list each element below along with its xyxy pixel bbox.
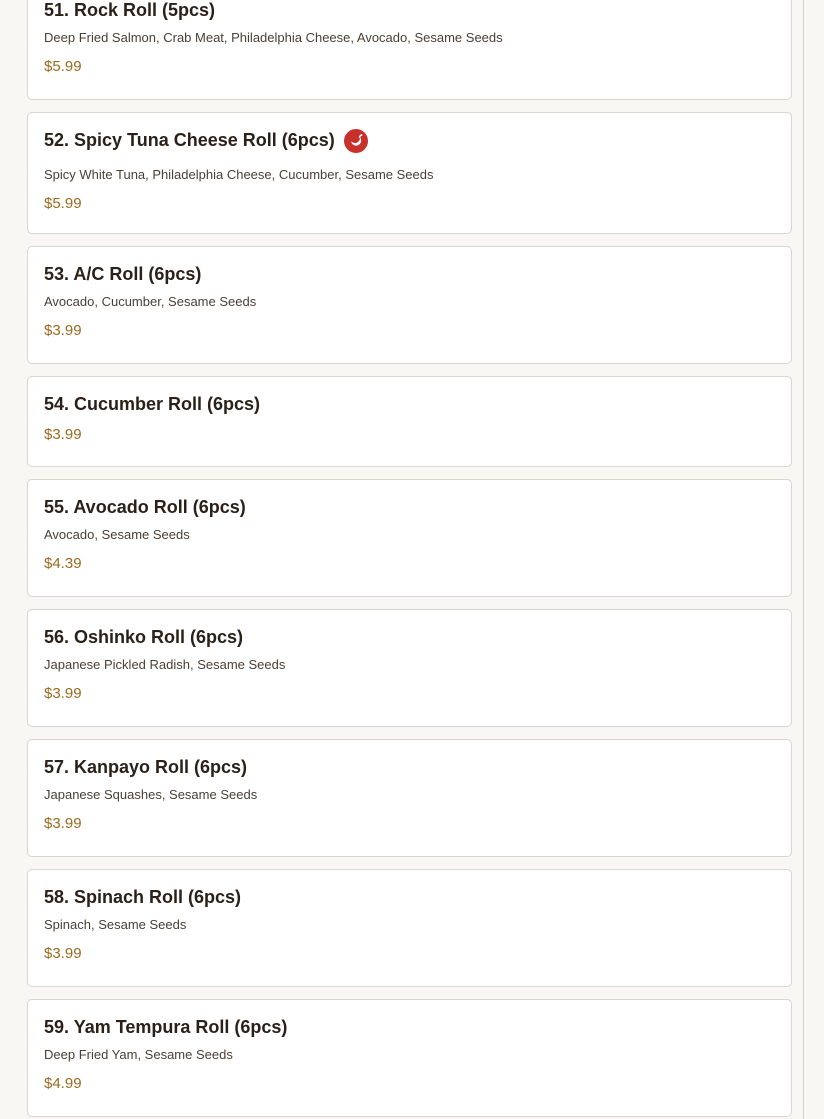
menu-item-price: $5.99: [44, 195, 82, 212]
menu-item-card[interactable]: [27, 112, 792, 234]
menu-item-price: $3.99: [44, 945, 82, 962]
menu-item-price: $3.99: [44, 815, 82, 832]
menu-item-card[interactable]: [27, 0, 792, 100]
menu-item-title: 58. Spinach Roll (6pcs): [44, 886, 242, 907]
menu-item-title: 59. Yam Tempura Roll (6pcs): [44, 1016, 288, 1037]
menu-item-card[interactable]: [27, 739, 792, 857]
menu-item-title-row: [44, 127, 775, 153]
spicy-pepper-icon: [344, 129, 368, 153]
menu-item-price: $3.99: [44, 426, 82, 443]
menu-item-description: Japanese Pickled Radish, Sesame Seeds: [44, 657, 286, 672]
menu-item-price: $4.39: [44, 555, 82, 572]
menu-item-title-row: [44, 261, 775, 287]
menu-item-card[interactable]: [27, 869, 792, 987]
menu-item-title: 55. Avocado Roll (6pcs): [44, 496, 246, 517]
menu-item-price: $3.99: [44, 685, 82, 702]
menu-item-description: Avocado, Cucumber, Sesame Seeds: [44, 294, 257, 309]
menu-item-title-row: [44, 884, 775, 910]
menu-item-title-row: [44, 0, 775, 23]
menu-item-description: Spicy White Tuna, Philadelphia Cheese, Cucumber, Sesame Seeds: [44, 167, 434, 182]
menu-item-list: [27, 0, 792, 1119]
menu-item-price: $4.99: [44, 1075, 82, 1092]
menu-item-card[interactable]: [27, 479, 792, 597]
menu-item-title-row: [44, 391, 775, 417]
menu-item-title: 54. Cucumber Roll (6pcs): [44, 393, 261, 414]
menu-item-title-row: [44, 624, 775, 650]
menu-item-description: Japanese Squashes, Sesame Seeds: [44, 787, 258, 802]
menu-item-title-row: [44, 1014, 775, 1040]
menu-item-description: Spinach, Sesame Seeds: [44, 917, 187, 932]
menu-item-card[interactable]: [27, 246, 792, 364]
menu-item-card[interactable]: [27, 609, 792, 727]
menu-item-title: 56. Oshinko Roll (6pcs): [44, 626, 244, 647]
menu-item-card[interactable]: [27, 376, 792, 467]
menu-item-title-row: [44, 494, 775, 520]
menu-item-description: Deep Fried Yam, Sesame Seeds: [44, 1047, 233, 1062]
menu-item-price: $3.99: [44, 322, 82, 339]
menu-item-price: $5.99: [44, 58, 82, 75]
menu-item-title: 57. Kanpayo Roll (6pcs): [44, 756, 248, 777]
menu-item-title: 52. Spicy Tuna Cheese Roll (6pcs): [44, 129, 335, 150]
menu-item-description: Avocado, Sesame Seeds: [44, 527, 190, 542]
scroll-area-edge: [803, 0, 804, 1119]
menu-item-card[interactable]: [27, 999, 792, 1117]
menu-item-title-row: [44, 754, 775, 780]
menu-item-description: Deep Fried Salmon, Crab Meat, Philadelphia Cheese, Avocado, Sesame Seeds: [44, 30, 503, 45]
menu-item-title: 51. Rock Roll (5pcs): [44, 0, 216, 20]
menu-item-title: 53. A/C Roll (6pcs): [44, 263, 202, 284]
